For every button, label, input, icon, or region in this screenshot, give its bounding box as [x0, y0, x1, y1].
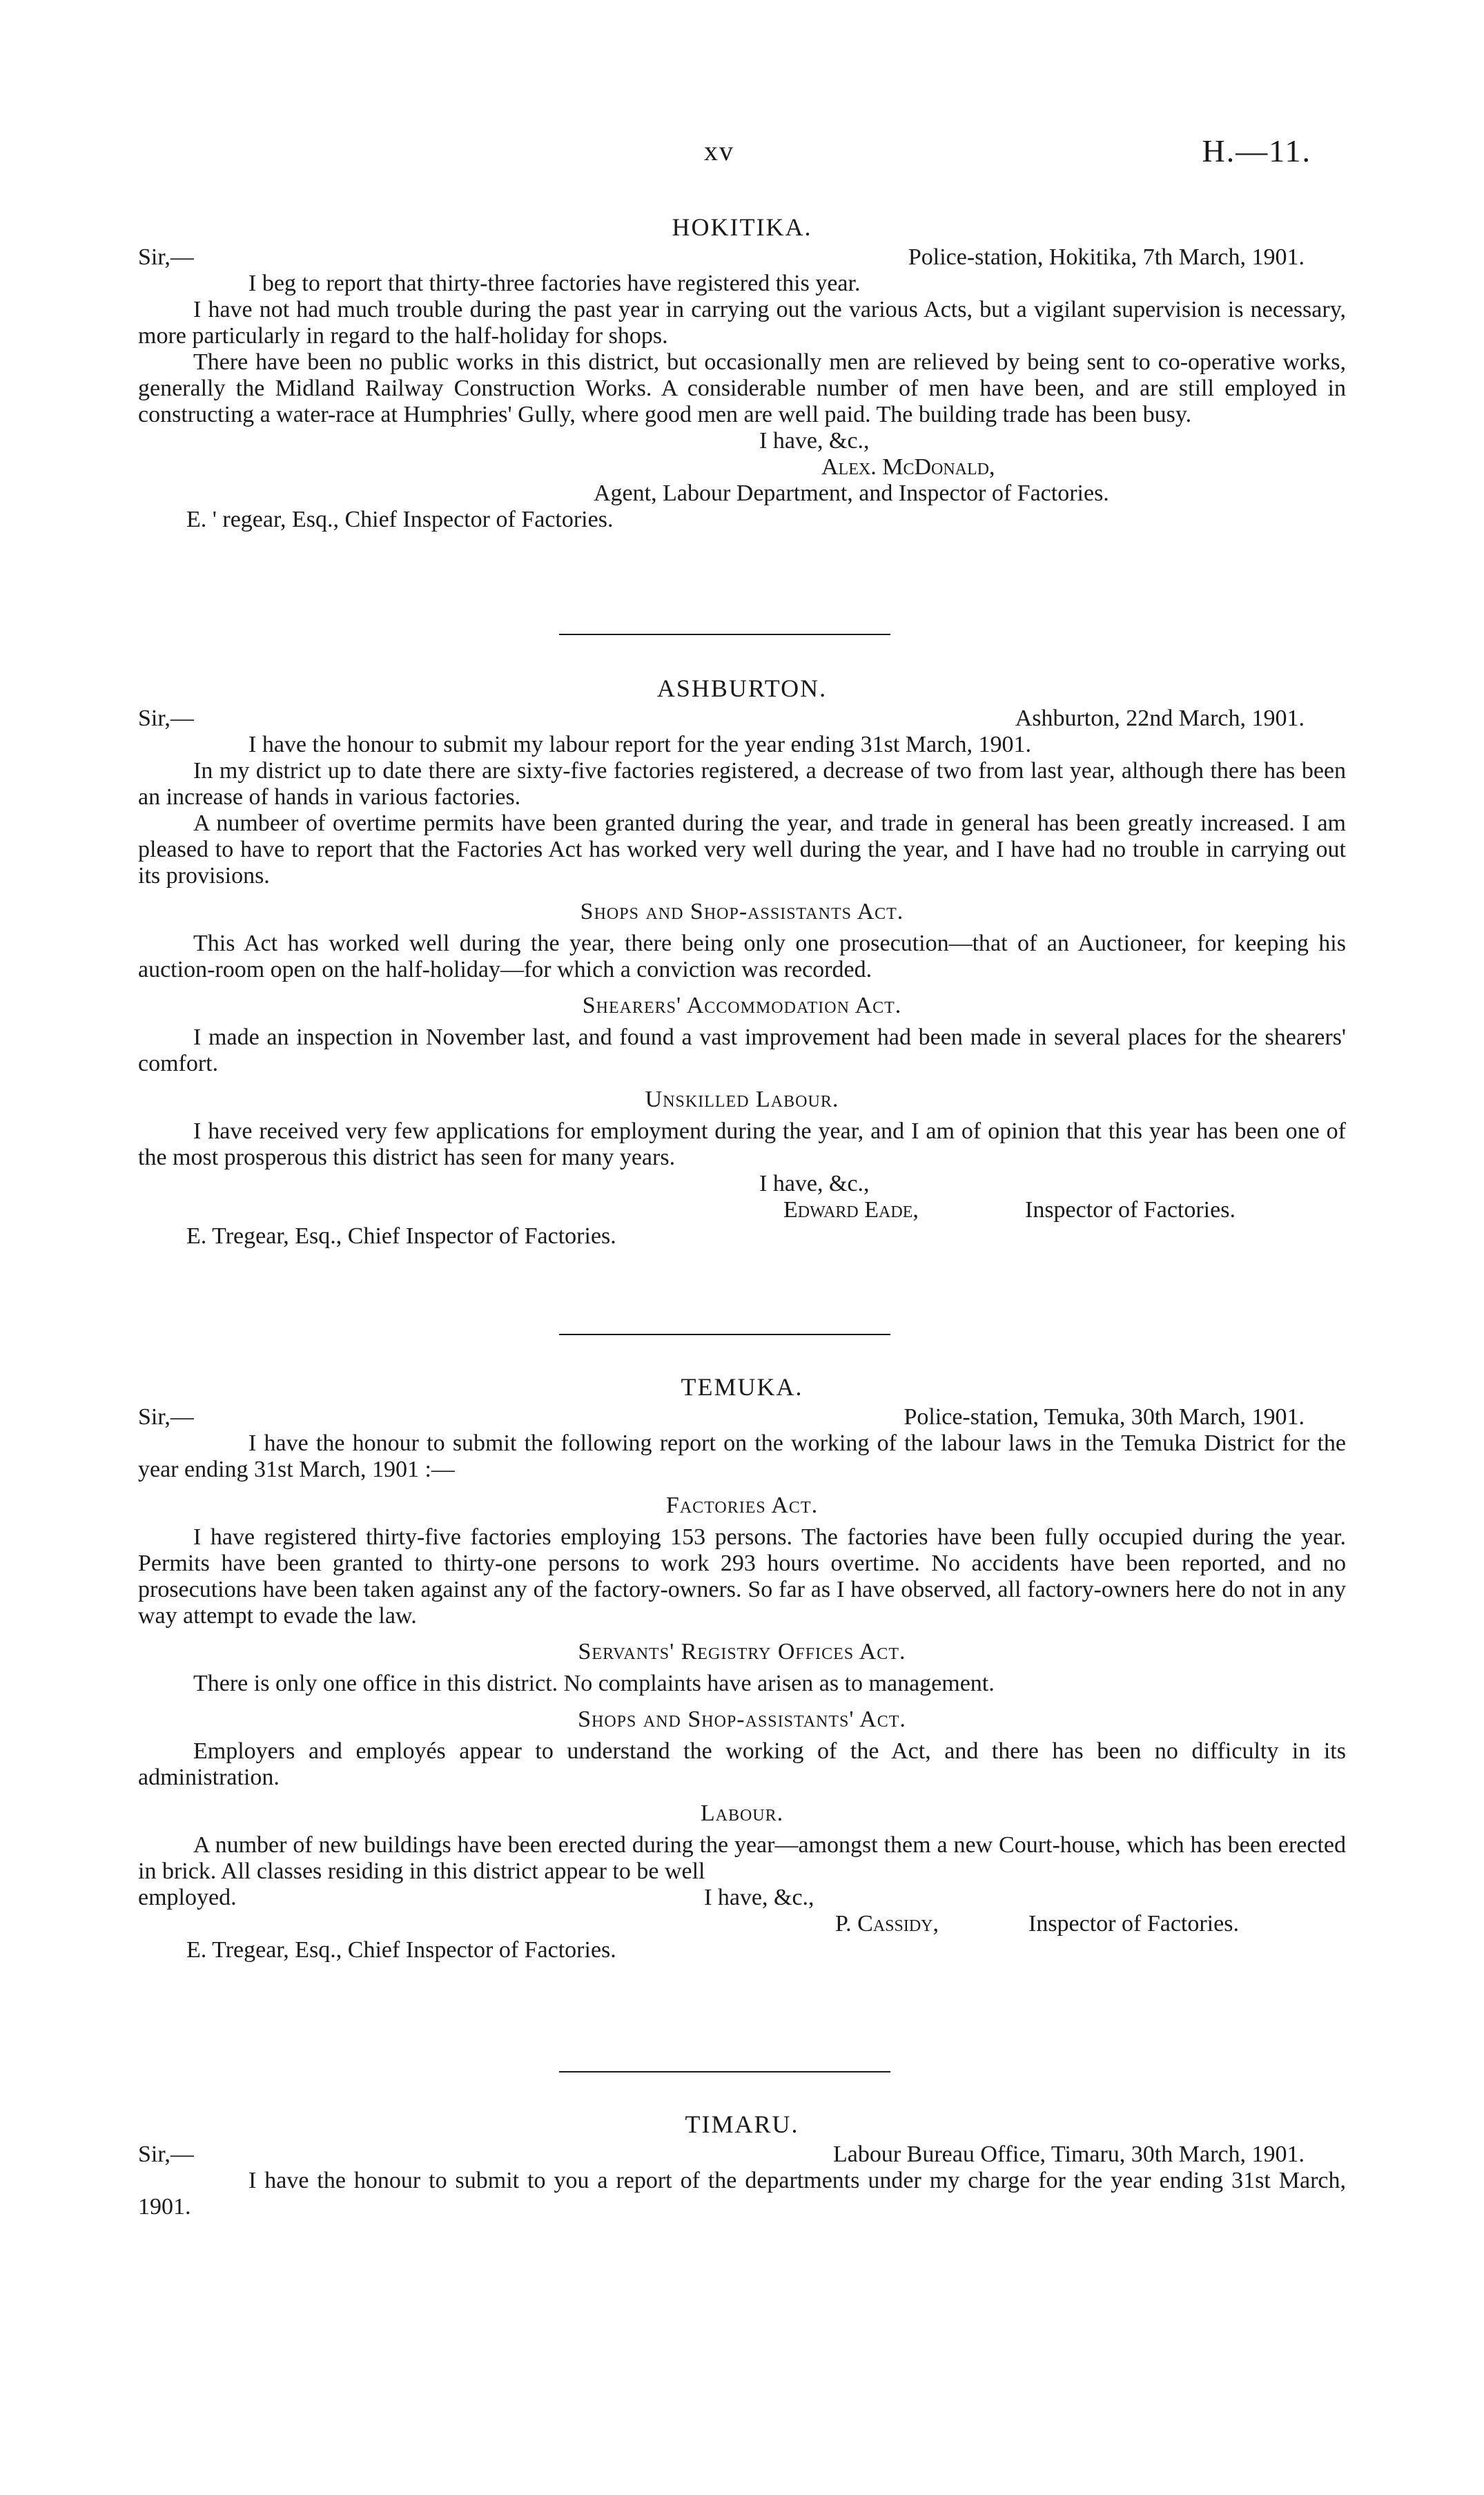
subheading-factories-act: Factories Act.: [665, 1493, 819, 1518]
addressee: E. ' regear, Esq., Chief Inspector of Factories.: [186, 507, 614, 532]
paragraph: I have registered thirty-five factories employing 153 persons. The factories have been fully occupied during the year. Permits have been granted to thirty-one persons to work 293 hours overtime. No accidents have been reported, and no prosecutions have been taken against any of the factory-owners. So far as I have observed, all factory-owners here do not in any way attempt to evade the law.: [138, 1524, 1346, 1629]
paragraph: I have the honour to submit the following report on the working of the labour laws in the Temuka District for the year ending 31st March, 1901 :—: [138, 1430, 1346, 1482]
paragraph: I beg to report that thirty-three factories have registered this year.: [248, 271, 861, 296]
section-title: TIMARU.: [685, 2110, 799, 2138]
place-date: Police-station, Hokitika, 7th March, 1901.: [908, 244, 1305, 270]
addressee: E. Tregear, Esq., Chief Inspector of Factories.: [186, 1937, 616, 1963]
signature: P. Cassidy,: [835, 1911, 939, 1936]
paragraph: I have not had much trouble during the past year in carrying out the various Acts, but a vigilant supervision is necessary, more particularly in regard to the half-holiday for shops.: [138, 297, 1346, 349]
section-timaru: [138, 2111, 1346, 2220]
paragraph-end: employed.: [138, 1885, 237, 1910]
section-hokitika: [138, 214, 1346, 533]
paragraph: A numbeer of overtime permits have been granted during the year, and trade in general has been greatly increased. I am pleased to have to report that the Factories Act has worked very well during the year, and I have had no trouble in carrying out its provisions.: [138, 810, 1346, 889]
place-date: Police-station, Temuka, 30th March, 1901.: [904, 1404, 1305, 1430]
closing: I have, &c.,: [759, 1171, 870, 1196]
section-title: ASHBURTON.: [656, 674, 828, 702]
paragraph: I have received very few applications for employment during the year, and I am of opinion that this year has been one of the most prosperous this district has seen for many years.: [138, 1118, 1346, 1170]
place-date: Ashburton, 22nd March, 1901.: [1015, 706, 1305, 731]
salutation: Sir,—: [138, 244, 194, 270]
paragraph: I have the honour to submit my labour report for the year ending 31st March, 1901.: [248, 732, 1032, 757]
salutation: Sir,—: [138, 706, 194, 731]
subheading-servants-registry: Servants' Registry Offices Act.: [578, 1639, 906, 1664]
paragraph: There is only one office in this district. No complaints have arisen as to management.: [193, 1671, 995, 1696]
section-divider: [559, 1334, 890, 1335]
signature-title: Inspector of Factories.: [1028, 1911, 1239, 1936]
section-temuka: [138, 1374, 1346, 1963]
subheading-unskilled-labour: Unskilled Labour.: [645, 1087, 839, 1112]
signature-title: Inspector of Factories.: [1025, 1197, 1236, 1223]
signature: Alex. McDonald,: [821, 454, 995, 480]
signature: Edward Eade,: [783, 1197, 919, 1223]
section-divider: [559, 634, 890, 635]
paragraph: There have been no public works in this district, but occasionally men are relieved by being sent to co-operative works, generally the Midland Railway Construction Works. A considerable number of men have been, and are still employed in constructing a water-race at Humphries' Gully, where good men are well paid. The building trade has been busy.: [138, 349, 1346, 427]
paragraph: Employers and employés appear to understand the working of the Act, and there has been no difficulty in its administration.: [138, 1738, 1346, 1790]
paragraph: I have the honour to submit to you a report of the departments under my charge for the year ending 31st March, 1901.: [138, 2168, 1346, 2220]
subheading-labour: Labour.: [700, 1800, 784, 1826]
paragraph: I made an inspection in November last, and found a vast improvement had been made in several places for the shearers' comfort.: [138, 1025, 1346, 1076]
closing: I have, &c.,: [759, 428, 870, 454]
subheading-shops-act: Shops and Shop-assistants' Act.: [578, 1707, 906, 1732]
place-date: Labour Bureau Office, Timaru, 30th March, 1901.: [832, 2142, 1305, 2167]
paragraph: This Act has worked well during the year, there being only one prosecution—that of an Auctioneer, for keeping his auction-room open on the half-holiday—for which a conviction was recorded.: [138, 931, 1346, 982]
section-title: HOKITIKA.: [672, 213, 812, 241]
subheading-shearers-act: Shearers' Accommodation Act.: [582, 993, 902, 1018]
section-ashburton: [138, 675, 1346, 1250]
subheading-shops-act: Shops and Shop-assistants Act.: [580, 899, 904, 924]
paragraph: In my district up to date there are sixty-five factories registered, a decrease of two from last year, although there has been an increase of hands in various factories.: [138, 758, 1346, 810]
salutation: Sir,—: [138, 1404, 194, 1430]
page-number: xv: [704, 135, 734, 166]
addressee: E. Tregear, Esq., Chief Inspector of Factories.: [186, 1223, 616, 1249]
closing: I have, &c.,: [704, 1885, 814, 1910]
section-divider: [559, 2071, 890, 2072]
signature-title: Agent, Labour Department, and Inspector of Factories.: [594, 480, 1109, 506]
salutation: Sir,—: [138, 2142, 194, 2167]
section-title: TEMUKA.: [681, 1373, 803, 1401]
paragraph: A number of new buildings have been erected during the year—amongst them a new Court-house, which has been erected in brick. All classes residing in this district appear to be well: [138, 1832, 1346, 1884]
page-reference: H.—11.: [1202, 133, 1311, 168]
